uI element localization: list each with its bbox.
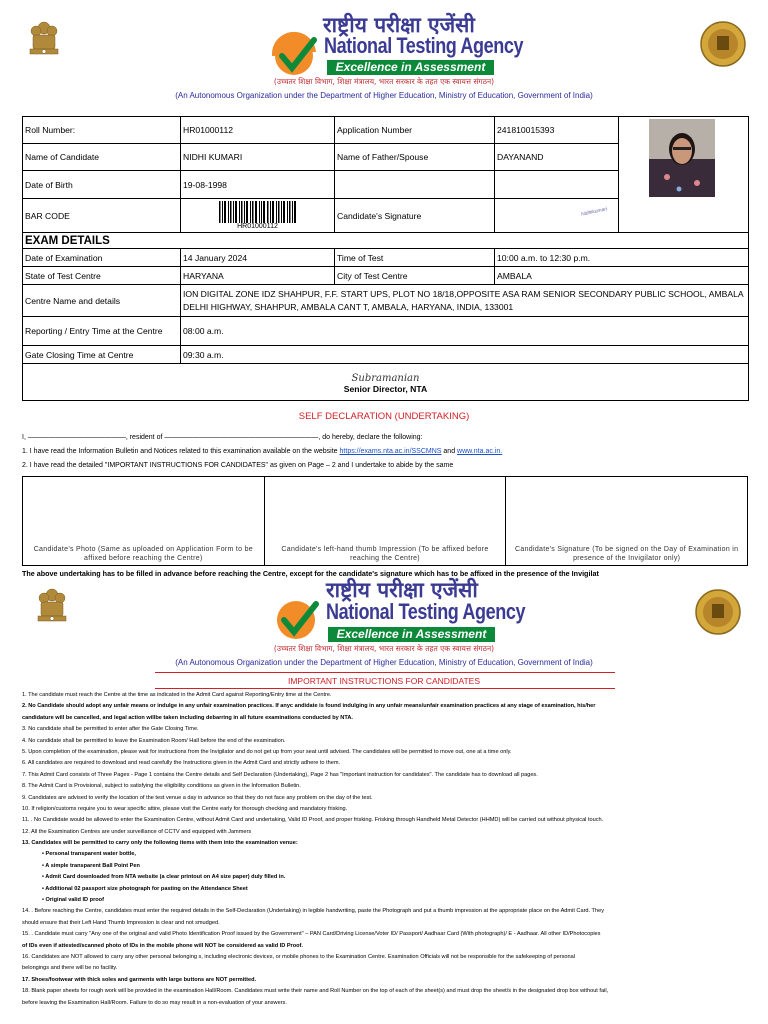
candidate-signature: Nidhikumari — [580, 206, 608, 218]
divider-bottom — [155, 688, 615, 689]
application-value: 241810015393 — [495, 117, 619, 144]
reporting-label: Reporting / Entry Time at the Centre — [23, 317, 181, 346]
hindi-subtitle: (उच्चतर शिक्षा विभाग, शिक्षा मंत्रालय, भारत सरकार के तहत एक स्वायत्त संगठन) — [273, 77, 495, 86]
instruction-item: 10. If religion/customs require you to wear specific attire, please visit the Centre early for thorough checking and mandatory frisking. — [22, 805, 348, 812]
seal-right — [699, 18, 747, 70]
barcode-icon — [219, 201, 297, 223]
declaration-line-1-text: 1. I have read the Information Bulletin and Notices related to this examination available on the website — [22, 448, 340, 455]
thumb-box — [265, 477, 507, 565]
exam-time-label: Time of Test — [335, 249, 495, 267]
father-name-value: DAYANAND — [495, 144, 619, 171]
instruction-item: • Original valid ID proof — [42, 897, 104, 904]
instruction-item: • Personal transparent water bottle, — [42, 851, 136, 858]
instruction-item: • A simple transparent Ball Point Pen — [42, 862, 140, 869]
emblem-left-2 — [32, 585, 72, 637]
ashoka-emblem-icon — [24, 18, 64, 70]
photo-box — [23, 477, 265, 565]
director-title: Senior Director, NTA — [343, 383, 428, 394]
signature-box — [506, 477, 747, 565]
tagline-banner-2: Excellence in Assessment — [328, 627, 495, 642]
instruction-item: • Additional 02 passport size photograph for pasting on the Attendance Sheet — [42, 885, 248, 892]
seal-right-2 — [694, 586, 742, 638]
autonomous-note-2: (An Autonomous Organization under the Department of Higher Education, Ministry of Education, Government of India) — [175, 658, 593, 667]
seal-icon — [694, 586, 742, 638]
divider-top — [155, 672, 615, 673]
instructions-list — [22, 690, 748, 1009]
barcode-label: BAR CODE — [23, 199, 181, 233]
instruction-item: 6. All candidates are required to download and read carefully the Instructions given in the Admit Card and strictly adhere to them. — [22, 760, 341, 767]
roll-value: HR01000112 — [181, 117, 335, 144]
instruction-item: of IDs even if attested/scanned photo of IDs in the mobile phone will NOT be considered as valid ID Proof. — [22, 942, 303, 949]
instruction-item: 4. No candidate shall be permitted to leave the Examination Room/ Hall before the end of the examination. — [22, 737, 286, 744]
instructions-title: IMPORTANT INSTRUCTIONS FOR CANDIDATES — [287, 676, 481, 686]
instruction-item: 12. All the Examination Centres are under surveillance of CCTV and equipped with Jammers — [22, 828, 252, 835]
and-text: and — [441, 448, 458, 455]
father-name-label: Name of Father/Spouse — [335, 144, 495, 171]
instruction-item: • Admit Card downloaded from NTA website (a clear printout on A4 size paper) duly filled in. — [42, 874, 286, 881]
director-cell — [23, 364, 749, 401]
nta-website-link[interactable]: www.nta.ac.in. — [457, 448, 503, 455]
nta-english-title-2: National Testing Agency — [326, 599, 526, 624]
instruction-item: before leaving the Examination Hall/Room. Failure to do so may result in a non-evaluation of your answers. — [22, 999, 287, 1006]
city-value: AMBALA — [495, 267, 749, 285]
instruction-item: 9. Candidates are advised to verify the location of the test venue a day in advance so that they do not face any problem on the day of the test. — [22, 794, 373, 801]
declaration-line-0: I, ——————————————, resident of ——————————————————————, do hereby, declare the following: — [22, 434, 423, 441]
application-label: Application Number — [335, 117, 495, 144]
photo-box-caption: Candidate's Photo (Same as uploaded on Application Form to be affixed before reaching the Centre) — [33, 546, 253, 562]
instruction-item: 18. Blank paper sheets for rough work will be provided in the examination Hall/Room. Candidates must write their name and Roll Number on the top of each of the sheet(s) and must drop the sheet/s in the designated drop box without fail, — [22, 988, 609, 995]
instruction-item: should ensure that their Left Hand Thumb Impression is clear and not smudged. — [22, 919, 220, 926]
barcode-cell — [181, 199, 335, 233]
declaration-line-2: 2. I have read the detailed "IMPORTANT INSTRUCTIONS FOR CANDIDATES" as given on Page – 2 and I undertake to abide by the same — [22, 462, 454, 469]
instruction-item: 8. The Admit Card is Provisional, subject to satisfying the eligibility conditions as given in the Information Bulletin. — [22, 783, 301, 790]
declaration-boxes — [22, 476, 748, 566]
instruction-item: candidature will be cancelled, and legal action willbe taken including debarring in all future examinations conducted by NTA. — [22, 714, 353, 721]
ashoka-emblem-icon — [32, 585, 72, 637]
centre-label: Centre Name and details — [23, 285, 181, 317]
admit-card-table — [22, 116, 749, 401]
dob-value: 19-08-1998 — [181, 171, 335, 199]
nta-logo-icon — [268, 26, 320, 78]
logo-mark-2 — [270, 590, 322, 647]
autonomous-note: (An Autonomous Organization under the Department of Higher Education, Ministry of Education, Government of India) — [175, 91, 593, 100]
centre-value: ION DIGITAL ZONE IDZ SHAHPUR, F.F. START UPS, PLOT NO 18/18,OPPOSITE ASA RAM SENIOR SECONDARY PUBLIC SCHOOL, AMBALA DELHI HIGHWAY, SHAHPUR, AMBALA CANT T, AMBALA, HARYANA, INDIA, 133001 — [181, 285, 749, 317]
undertaking-note: The above undertaking has to be filled in advance before reaching the Centre, except for the candidate's signature which has to be affixed in the presence of the Invigilat — [22, 569, 599, 578]
hindi-subtitle-2: (उच्चतर शिक्षा विभाग, शिक्षा मंत्रालय, भारत सरकार के तहत एक स्वायत्त संगठन) — [273, 644, 495, 653]
reporting-value: 08:00 a.m. — [181, 317, 749, 346]
candidate-name-label: Name of Candidate — [23, 144, 181, 171]
declaration-line-1 — [22, 448, 502, 455]
exam-website-link[interactable]: https://exams.nta.ac.in/SSCMNS — [339, 448, 442, 455]
exam-date-label: Date of Examination — [23, 249, 181, 267]
nta-hindi-title: राष्ट्रीय परीक्षा एजेंसी — [323, 12, 475, 37]
city-label: City of Test Centre — [335, 267, 495, 285]
instruction-item: 14. . Before reaching the Centre, candidates must enter the required details in the Self-Declaration (Undertaking) in legible handwriting, paste the Photograph and put a thumb impression at the appropriate place on the Admit Card. They — [22, 908, 604, 915]
instruction-item: 11. . No Candidate would be allowed to enter the Examination Centre, without Admit Card and undertaking, Valid ID Proof, and proper frisking. Frisking through Handheld Metal Detector (HHMD) will be carried out without physical touch. — [22, 817, 604, 824]
nta-logo-icon — [270, 590, 322, 642]
tagline-banner: Excellence in Assessment — [327, 60, 494, 75]
emblem-left — [24, 18, 64, 70]
gate-closing-label: Gate Closing Time at Centre — [23, 346, 181, 364]
seal-icon — [699, 18, 747, 70]
instruction-item: belongings and there will be no facility. — [22, 965, 118, 972]
instruction-item: 1. The candidate must reach the Centre at the time as indicated in the Admit Card against Reporting/Entry time at the Centre. — [22, 692, 332, 698]
signature-label: Candidate's Signature — [335, 199, 495, 233]
candidate-photo — [649, 119, 715, 197]
director-signature: Subramanian — [351, 372, 420, 384]
instruction-item: 3. No candidate shall be permitted to enter after the Gate Closing Time. — [22, 726, 199, 733]
instruction-item: 17. Shoes/footwear with thick soles and garments with large buttons are NOT permitted. — [22, 976, 257, 983]
signature-box-caption: Candidate's Signature (To be signed on the Day of Examination in presence of the Invigilator only) — [515, 546, 739, 562]
gate-closing-value: 09:30 a.m. — [181, 346, 749, 364]
state-value: HARYANA — [181, 267, 335, 285]
instruction-item: 7. This Admit Card consists of Three Pages - Page 1 contains the Centre details and Self Declaration (Undertaking), Page 2 has "Important instruction for candidates". The candidate has to download all pages. — [22, 771, 538, 778]
instruction-item: 16. Candidates are NOT allowed to carry any other personal belonging s, including electronic devices, or mobile phones to the Examination Centre. Examination Officials will not be responsible for the safekeeping of personal — [22, 953, 575, 960]
exam-date-value: 14 January 2024 — [181, 249, 335, 267]
nta-hindi-title-2: राष्ट्रीय परीक्षा एजेंसी — [326, 577, 478, 602]
instruction-item: 15. . Candidate must carry "Any one of the original and valid Photo Identification Proof issued by the Government" – PAN Card/Driving License/Voter ID/ Passport/ Aadhaar Card (With photograph)/ E - Aadhaar. All other ID/Photocopies — [22, 931, 601, 938]
exam-details-heading: EXAM DETAILS — [23, 233, 749, 249]
photo-cell — [619, 117, 749, 233]
candidate-name-value: NIDHI KUMARI — [181, 144, 335, 171]
state-label: State of Test Centre — [23, 267, 181, 285]
barcode-text: HR01000112 — [237, 223, 278, 230]
nta-english-title: National Testing Agency — [324, 33, 524, 58]
self-declaration-title: SELF DECLARATION (UNDERTAKING) — [298, 411, 470, 422]
exam-time-value: 10:00 a.m. to 12:30 p.m. — [495, 249, 749, 267]
dob-label: Date of Birth — [23, 171, 181, 199]
instruction-item: 13. Candidates will be permitted to carry only the following items with them into the examination venue: — [22, 840, 298, 847]
instruction-item: 5. Upon completion of the examination, please wait for instructions from the Invigilator and do not get up from your seat until advised. The candidates will be permitted to move out, one at a time only. — [22, 748, 512, 755]
signature-cell — [495, 199, 619, 233]
thumb-box-caption: Candidate's left-hand thumb Impression (To be affixed before reaching the Centre) — [281, 546, 489, 562]
logo-mark — [268, 26, 320, 83]
instruction-item: 2. No Candidate should adopt any unfair means or indulge in any unfair examination practices. If anyc andidate is found indulging in any unfair means/unfair examination practices at any stage of examination, his/her — [22, 703, 596, 710]
roll-label: Roll Number: — [23, 117, 181, 144]
